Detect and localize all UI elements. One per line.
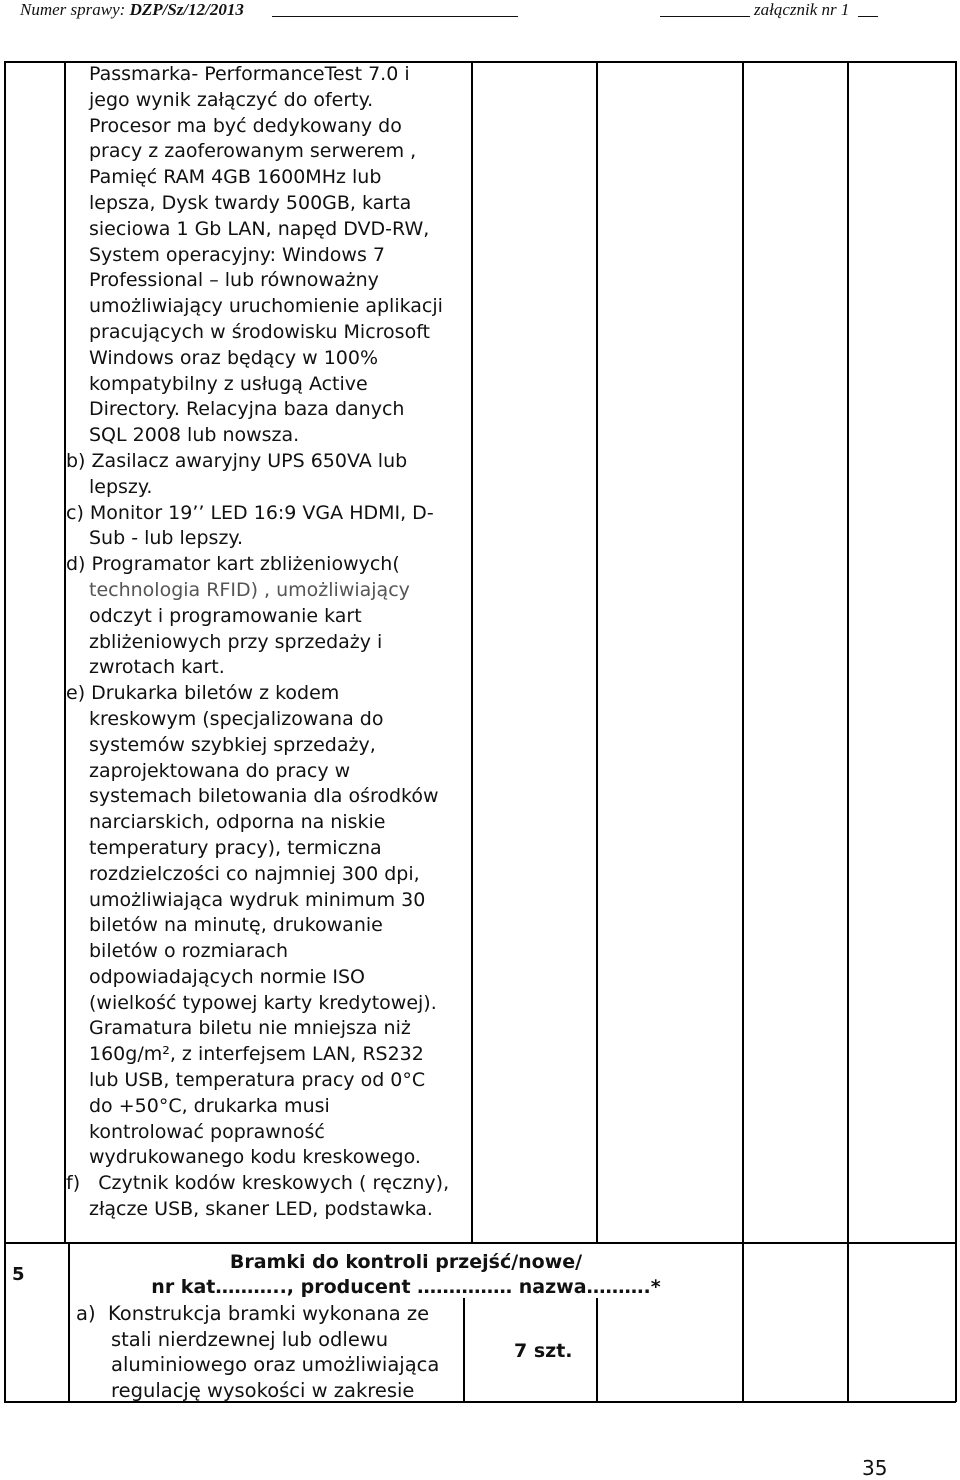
case-number-label: Numer sprawy: DZP/Sz/12/2013 [20,0,244,19]
spec-line: zaprojektowana do pracy w [89,759,351,782]
spec-line: odpowiadających normie ISO [89,965,365,988]
spec-line: a) Konstrukcja bramki wykonana ze [76,1302,430,1325]
spec-line: umożliwiający uruchomienie aplikacji [89,295,443,318]
list-item-e [66,681,449,1171]
spec-line: kontrolować poprawność [89,1120,325,1143]
spec-line: odczyt i programowanie kart [89,604,362,627]
spec-line: Procesor ma być dedykowany do [89,114,402,137]
spec-line: Windows oraz będący w 100% [89,346,379,369]
spec-line: pracujących w środowisku Microsoft [89,320,431,343]
specification-cell [66,62,449,1223]
spec-line: zbliżeniowych przy sprzedaży i [89,630,383,653]
spec-line: Directory. Relacyjna baza danych [89,398,405,421]
spec-line: aluminiowego oraz umożliwiająca [111,1353,440,1376]
spec-line: systemów szybkiej sprzedaży, [89,733,376,756]
row-title-line: nr kat……….., producent …………… nazwa……….* [151,1276,661,1298]
spec-line: 160g/m², z interfejsem LAN, RS232 [89,1043,424,1066]
spec-line: rozdzielczości co najmniej 300 dpi, [89,862,420,885]
spec-line: e) Drukarka biletów z kodem [66,682,340,705]
spec-line: biletów o rozmiarach [89,940,288,963]
spec-line: System operacyjny: Windows 7 [89,243,385,266]
list-item-d [66,552,449,681]
header-underline [858,16,878,17]
spec-line: lepszy. [89,475,153,498]
page-number: 35 [862,1456,888,1480]
spec-line: lub USB, temperatura pracy od 0°C [89,1069,426,1092]
spec-line: Pamięć RAM 4GB 1600MHz lub [89,166,382,189]
spec-line: jego wynik załączyć do oferty. [89,88,374,111]
row-title-line: Bramki do kontroli przejść/nowe/ [229,1251,583,1273]
gate-specification [76,1301,439,1403]
spec-line: do +50°C, drukarka musi [89,1094,330,1117]
spec-line: złącze USB, skaner LED, podstawka. [89,1198,433,1221]
attachment-label: załącznik nr 1 [754,0,850,19]
spec-line: f) Czytnik kodów kreskowych ( ręczny), [66,1172,450,1195]
spec-line: b) Zasilacz awaryjny UPS 650VA lub [66,449,408,472]
spec-line: regulację wysokości w zakresie [111,1378,415,1402]
spec-line: Sub - lub lepszy. [89,527,243,550]
list-item-f [66,1171,449,1223]
list-item-b [66,449,449,501]
spec-line: biletów na minutę, drukowanie [89,914,383,937]
case-number: DZP/Sz/12/2013 [129,0,244,19]
spec-line: c) Monitor 19’’ LED 16:9 VGA HDMI, D- [66,501,434,524]
row-title [70,1250,742,1300]
quantity: 7 szt. [514,1340,573,1362]
spec-line: kompatybilny z usługą Active [89,372,368,395]
spec-line: narciarskich, odporna na niskie [89,811,386,834]
spec-line: Gramatura biletu nie mniejsza niż [89,1017,411,1040]
spec-line: systemach biletowania dla ośrodków [89,785,439,808]
header-underline [660,16,750,17]
spec-line: kreskowym (specjalizowana do [89,707,384,730]
spec-line: wydrukowanego kodu kreskowego. [89,1146,421,1169]
spec-intro [66,62,449,449]
spec-line: temperatury pracy), termiczna [89,836,382,859]
header-underline [272,16,518,17]
spec-line: d) Programator kart zbliżeniowych( [66,553,400,576]
spec-line: (wielkość typowej karty kredytowej). [89,991,437,1014]
page-header [0,0,960,24]
list-item-c [66,501,449,553]
spec-line: sieciowa 1 Gb LAN, napęd DVD-RW, [89,217,430,240]
row-number: 5 [12,1264,25,1285]
spec-line: zwrotach kart. [89,656,225,679]
spec-line: stali nierdzewnej lub odlewu [111,1327,389,1351]
spec-line: lepsza, Dysk twardy 500GB, karta [89,191,412,214]
spec-line: umożliwiająca wydruk minimum 30 [89,888,426,911]
spec-line: Passmarka- PerformanceTest 7.0 i [89,63,410,85]
spec-line: pracy z zaoferowanym serwerem , [89,140,417,163]
spec-line: Professional – lub równoważny [89,269,379,292]
spec-line: technologia RFID) , umożliwiający [89,578,410,601]
spec-line: SQL 2008 lub nowsza. [89,424,300,447]
